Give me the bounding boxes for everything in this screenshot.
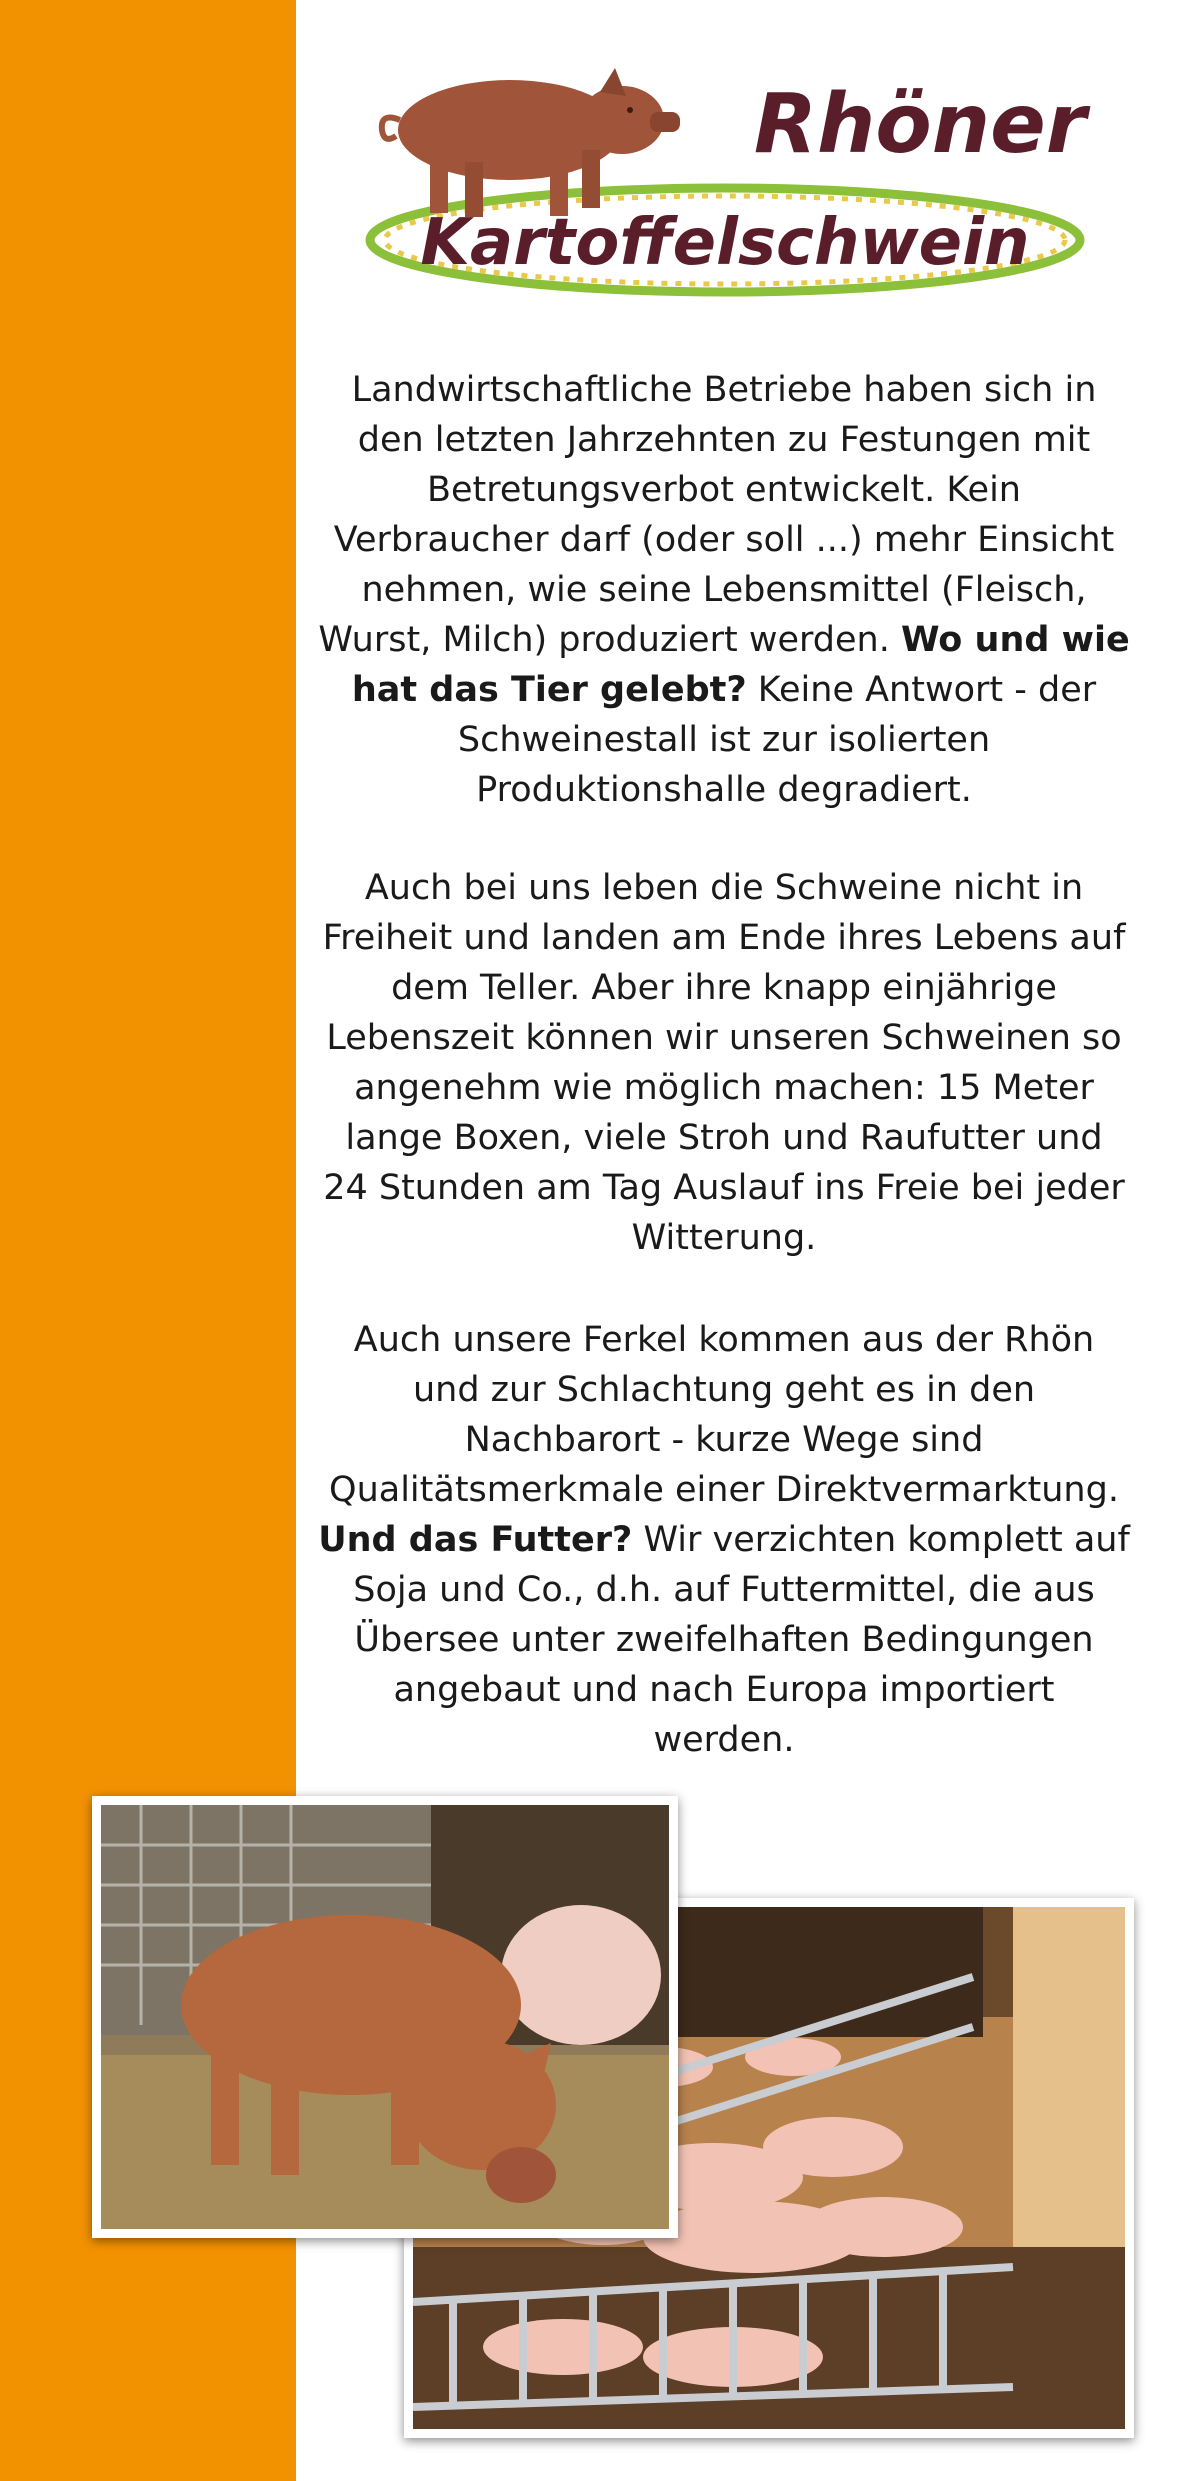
- brand-logo: [360, 40, 1100, 330]
- logo-line2: Kartoffelschwein: [420, 206, 1030, 280]
- paragraph-intro: [318, 365, 1130, 815]
- body-text: Landwirtschaftliche Betriebe haben sich in den letzten Jahrzehnten zu Festungen mit Betretungsverbot entwickelt. Kein Verbraucher darf (oder soll ...) mehr Einsicht nehmen, wie seine Lebensmittel (Fleisch, Wurst, Milch) produziert werden.: [318, 370, 1115, 660]
- photo-brown-pig: [92, 1796, 678, 2238]
- brown-pig-image: [101, 1805, 669, 2229]
- paragraph-feed: [318, 1315, 1130, 1765]
- body-text: Wir verzichten komplett auf Soja und Co., d.h. auf Futtermittel, die aus Übersee unter zweifelhaften Bedingungen angebaut und nach Europa importiert werden.: [353, 1520, 1130, 1760]
- body-text: Auch unsere Ferkel kommen aus der Rhön und zur Schlachtung geht es in den Nachbarort - kurze Wege sind Qualitätsmerkmale einer Direktvermarktung.: [329, 1320, 1119, 1510]
- paragraph-husbandry: [318, 863, 1130, 1263]
- body-text: Keine Antwort - der Schweinestall ist zur isolierten Produktionshalle degradiert.: [457, 670, 1097, 810]
- body-text: Auch bei uns leben die Schweine nicht in Freiheit und landen am Ende ihres Lebens auf dem Teller. Aber ihre knapp einjährige Lebenszeit können wir unseren Schweinen so angenehm wie möglich machen: 15 Meter lange Boxen, viele Stroh und Raufutter und 24 Stunden am Tag Auslauf ins Freie bei jeder Witterung.: [322, 868, 1126, 1258]
- logo-line1: Rhöner: [753, 77, 1087, 172]
- pink-pig: [501, 1905, 661, 2045]
- logo-graphic: [360, 40, 1100, 330]
- emphasis-text: Wo und wie hat das Tier gelebt?: [351, 620, 1130, 710]
- emphasis-text: Und das Futter?: [318, 1520, 633, 1560]
